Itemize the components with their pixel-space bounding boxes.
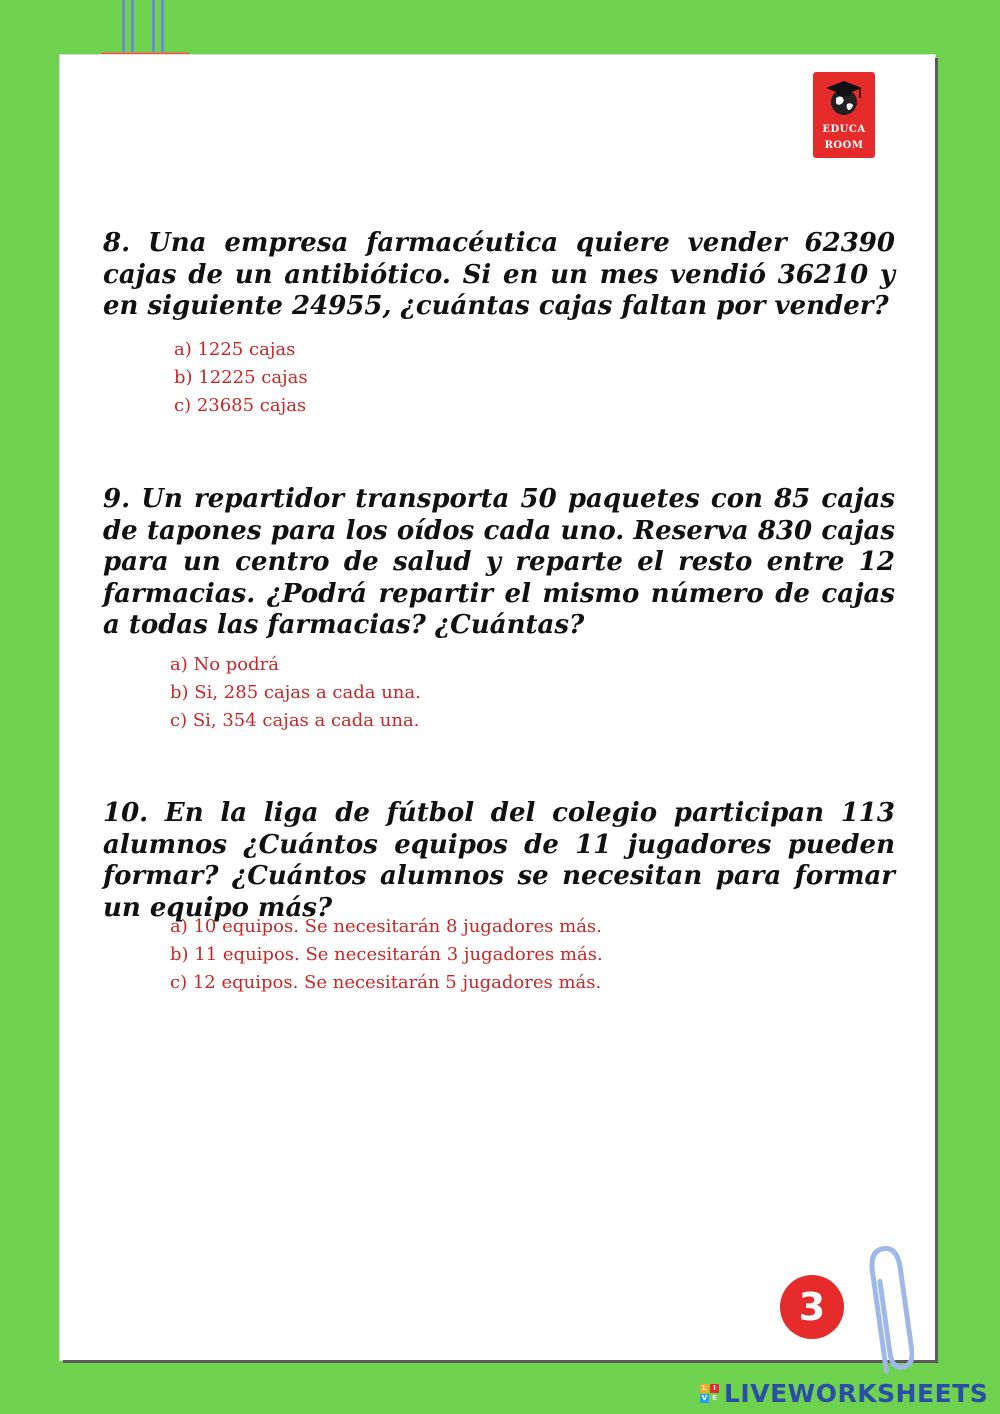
question-8-text: 8. Una empresa farmacéutica quiere vender 62390 cajas de un antibiótico. Si en un mes vendió 36210 y en siguiente 24955, ¿cuántas cajas faltan por vender? (103, 228, 895, 321)
logo-letter: E (710, 1394, 719, 1403)
question-9-option-a[interactable]: a) No podrá (170, 654, 280, 675)
logo-letter: V (701, 1393, 708, 1402)
question-10-option-b[interactable]: b) 11 equipos. Se necesitarán 3 jugadores más. (170, 944, 603, 965)
educa-room-logo (813, 72, 875, 158)
question-8-option-c[interactable]: c) 23685 cajas (174, 395, 307, 416)
paperclip-icon (858, 1240, 914, 1380)
logo-line-2: ROOM (824, 140, 864, 151)
logo-line-1: EDUCA (822, 124, 866, 135)
liveworksheets-logo-icon (700, 1384, 719, 1403)
question-9-options (170, 651, 421, 735)
question-10-option-a[interactable]: a) 10 equipos. Se necesitarán 8 jugadores más. (170, 916, 602, 937)
graduation-globe-icon (822, 78, 866, 118)
question-10-options (170, 913, 603, 997)
question-9-option-c[interactable]: c) Si, 354 cajas a cada una. (170, 710, 420, 731)
watermark-text: LIVEWORKSHEETS (724, 1378, 989, 1408)
logo-letter: I (710, 1384, 719, 1393)
question-10-option-c[interactable]: c) 12 equipos. Se necesitarán 5 jugadores más. (170, 972, 602, 993)
liveworksheets-watermark (700, 1378, 988, 1408)
question-9-text: 9. Un repartidor transporta 50 paquetes con 85 cajas de tapones para los oídos cada uno. Reserva 830 cajas para un centro de salud y reparte el resto entre 12 farmacias. ¿Podrá repartir el mismo número de cajas a todas las farmacias? ¿Cuántas? (103, 484, 895, 640)
question-8-options (174, 336, 308, 420)
page-number-badge: 3 (780, 1275, 844, 1339)
question-9-option-b[interactable]: b) Si, 285 cajas a cada una. (170, 682, 421, 703)
question-10-text: 10. En la liga de fútbol del colegio participan 113 alumnos ¿Cuántos equipos de 11 jugadores pueden formar? ¿Cuántos alumnos se necesitan para formar un equipo más? (103, 798, 895, 923)
logo-letter: L (700, 1384, 709, 1393)
question-8-option-a[interactable]: a) 1225 cajas (174, 339, 296, 360)
question-8-option-b[interactable]: b) 12225 cajas (174, 367, 308, 388)
